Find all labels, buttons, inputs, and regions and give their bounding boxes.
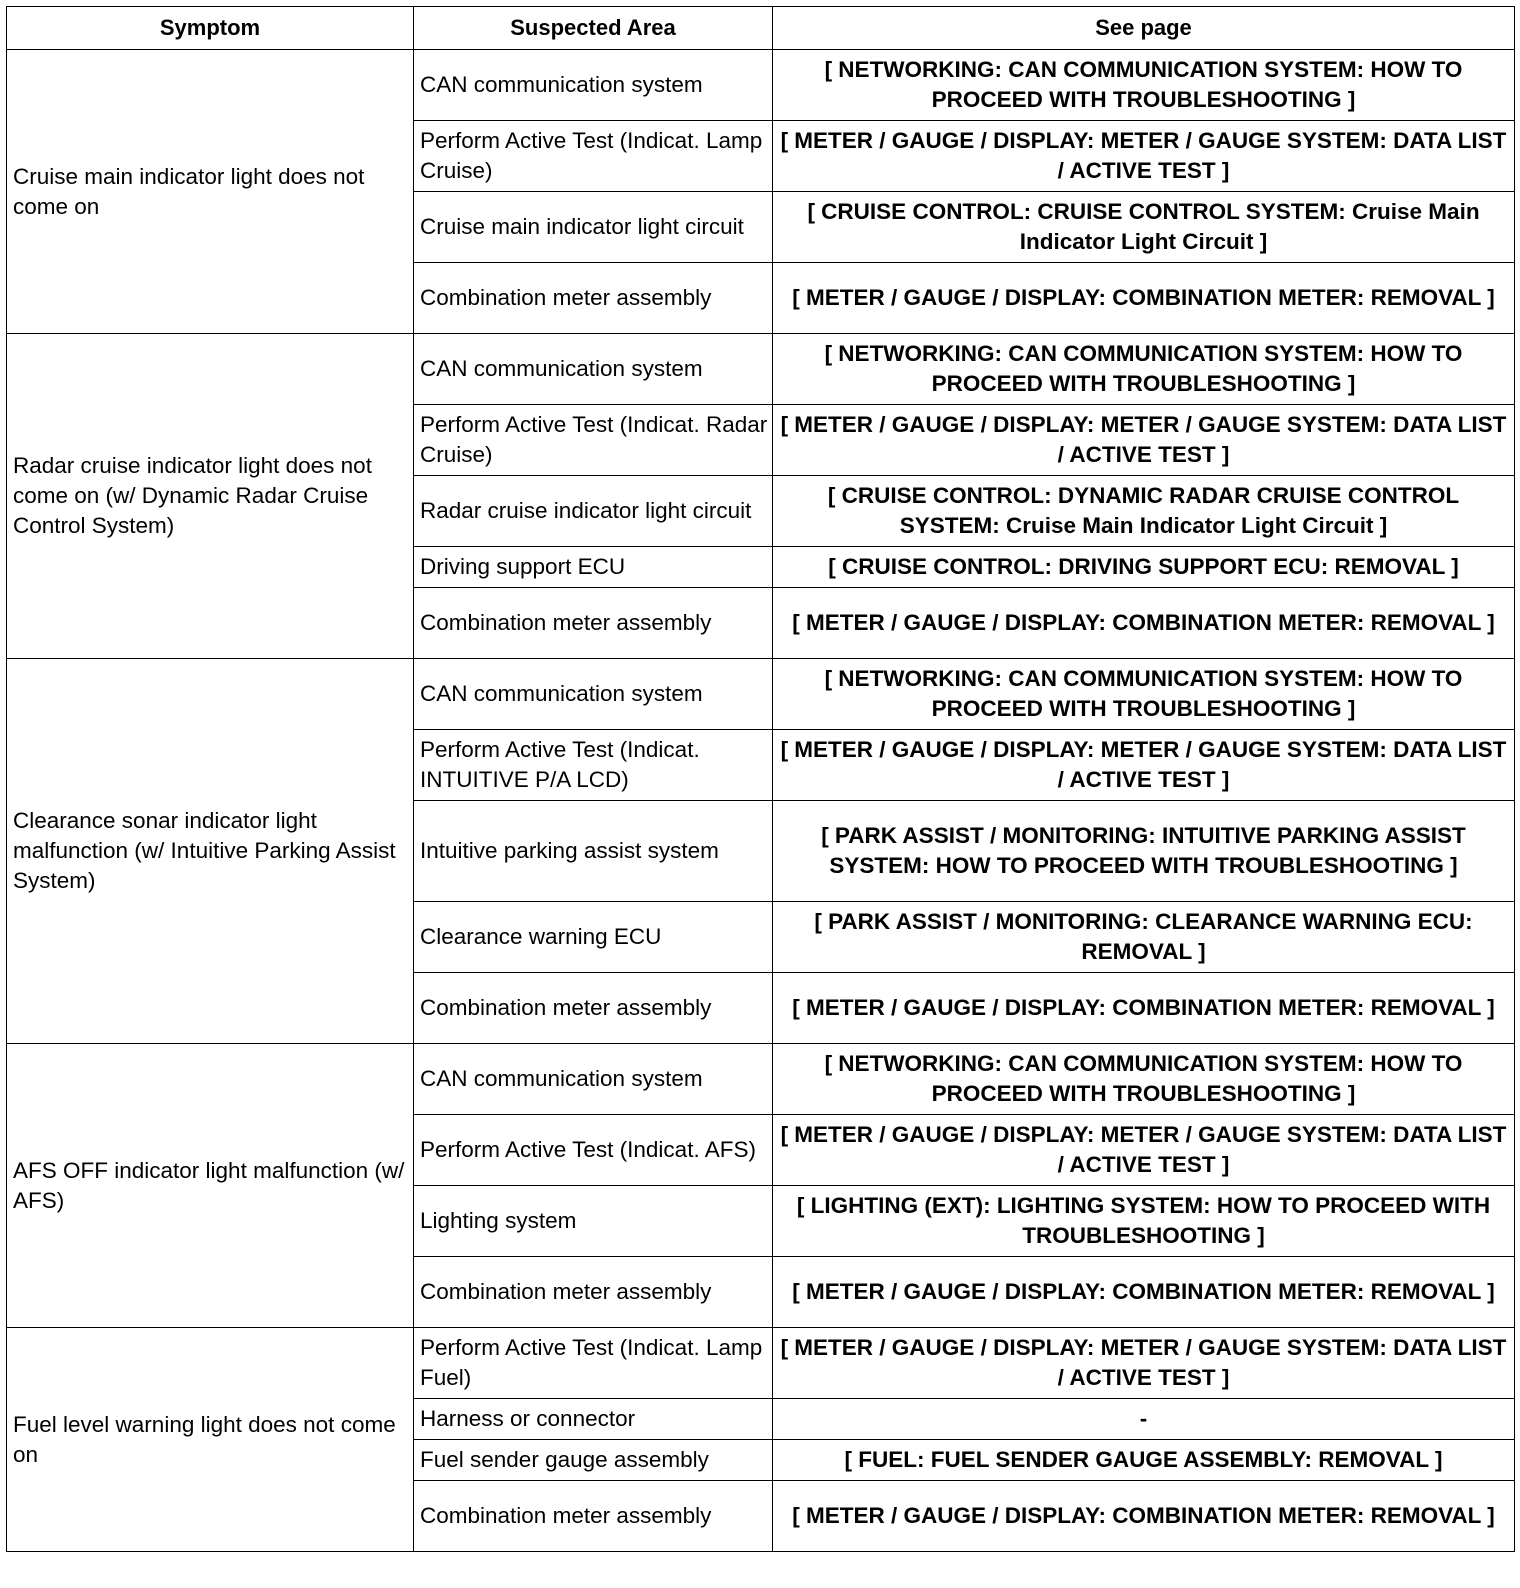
see-page-link[interactable]: [ METER / GAUGE / DISPLAY: COMBINATION METER: REMOVAL ] [773, 588, 1515, 659]
suspected-area-cell: Radar cruise indicator light circuit [414, 476, 773, 547]
see-page-link[interactable]: [ METER / GAUGE / DISPLAY: METER / GAUGE SYSTEM: DATA LIST / ACTIVE TEST ] [773, 405, 1515, 476]
header-suspected-area: Suspected Area [414, 7, 773, 50]
suspected-area-cell: Cruise main indicator light circuit [414, 192, 773, 263]
suspected-area-cell: Lighting system [414, 1186, 773, 1257]
see-page-link[interactable]: [ NETWORKING: CAN COMMUNICATION SYSTEM: HOW TO PROCEED WITH TROUBLESHOOTING ] [773, 659, 1515, 730]
troubleshooting-table [6, 6, 1515, 1552]
see-page-link[interactable]: [ METER / GAUGE / DISPLAY: METER / GAUGE SYSTEM: DATA LIST / ACTIVE TEST ] [773, 1115, 1515, 1186]
table-header-row [7, 7, 1515, 50]
see-page-link[interactable]: [ FUEL: FUEL SENDER GAUGE ASSEMBLY: REMOVAL ] [773, 1440, 1515, 1481]
table-row [7, 1044, 1515, 1115]
see-page-link[interactable]: [ CRUISE CONTROL: CRUISE CONTROL SYSTEM: Cruise Main Indicator Light Circuit ] [773, 192, 1515, 263]
see-page-link[interactable]: [ PARK ASSIST / MONITORING: INTUITIVE PARKING ASSIST SYSTEM: HOW TO PROCEED WITH TROUBLESHOOTING ] [773, 801, 1515, 902]
troubleshooting-table-container [6, 6, 1514, 1552]
suspected-area-cell: Combination meter assembly [414, 263, 773, 334]
see-page-link[interactable]: [ NETWORKING: CAN COMMUNICATION SYSTEM: HOW TO PROCEED WITH TROUBLESHOOTING ] [773, 1044, 1515, 1115]
table-row [7, 50, 1515, 121]
header-symptom: Symptom [7, 7, 414, 50]
suspected-area-cell: Perform Active Test (Indicat. AFS) [414, 1115, 773, 1186]
table-row [7, 1328, 1515, 1399]
suspected-area-cell: Fuel sender gauge assembly [414, 1440, 773, 1481]
suspected-area-cell: Harness or connector [414, 1399, 773, 1440]
see-page-link[interactable]: [ METER / GAUGE / DISPLAY: COMBINATION METER: REMOVAL ] [773, 1481, 1515, 1552]
see-page-link[interactable]: [ CRUISE CONTROL: DYNAMIC RADAR CRUISE CONTROL SYSTEM: Cruise Main Indicator Light Circuit ] [773, 476, 1515, 547]
suspected-area-cell: CAN communication system [414, 50, 773, 121]
see-page-link[interactable]: [ CRUISE CONTROL: DRIVING SUPPORT ECU: REMOVAL ] [773, 547, 1515, 588]
suspected-area-cell: Combination meter assembly [414, 1257, 773, 1328]
suspected-area-cell: Combination meter assembly [414, 588, 773, 659]
suspected-area-cell: CAN communication system [414, 1044, 773, 1115]
symptom-cell: Fuel level warning light does not come on [7, 1328, 414, 1552]
suspected-area-cell: CAN communication system [414, 334, 773, 405]
table-row [7, 659, 1515, 730]
suspected-area-cell: CAN communication system [414, 659, 773, 730]
suspected-area-cell: Perform Active Test (Indicat. Lamp Fuel) [414, 1328, 773, 1399]
table-row [7, 334, 1515, 405]
symptom-cell: Radar cruise indicator light does not come on (w/ Dynamic Radar Cruise Control System) [7, 334, 414, 659]
suspected-area-cell: Perform Active Test (Indicat. Radar Cruise) [414, 405, 773, 476]
symptom-cell: Clearance sonar indicator light malfunction (w/ Intuitive Parking Assist System) [7, 659, 414, 1044]
suspected-area-cell: Combination meter assembly [414, 1481, 773, 1552]
see-page-link[interactable]: [ METER / GAUGE / DISPLAY: METER / GAUGE SYSTEM: DATA LIST / ACTIVE TEST ] [773, 1328, 1515, 1399]
see-page-cell: - [773, 1399, 1515, 1440]
see-page-link[interactable]: [ METER / GAUGE / DISPLAY: METER / GAUGE SYSTEM: DATA LIST / ACTIVE TEST ] [773, 121, 1515, 192]
see-page-link[interactable]: [ METER / GAUGE / DISPLAY: COMBINATION METER: REMOVAL ] [773, 973, 1515, 1044]
symptom-cell: AFS OFF indicator light malfunction (w/ AFS) [7, 1044, 414, 1328]
see-page-link[interactable]: [ METER / GAUGE / DISPLAY: METER / GAUGE SYSTEM: DATA LIST / ACTIVE TEST ] [773, 730, 1515, 801]
suspected-area-cell: Perform Active Test (Indicat. INTUITIVE P/A LCD) [414, 730, 773, 801]
see-page-link[interactable]: [ PARK ASSIST / MONITORING: CLEARANCE WARNING ECU: REMOVAL ] [773, 902, 1515, 973]
see-page-link[interactable]: [ METER / GAUGE / DISPLAY: COMBINATION METER: REMOVAL ] [773, 1257, 1515, 1328]
see-page-link[interactable]: [ NETWORKING: CAN COMMUNICATION SYSTEM: HOW TO PROCEED WITH TROUBLESHOOTING ] [773, 334, 1515, 405]
suspected-area-cell: Driving support ECU [414, 547, 773, 588]
suspected-area-cell: Perform Active Test (Indicat. Lamp Cruise) [414, 121, 773, 192]
see-page-link[interactable]: [ METER / GAUGE / DISPLAY: COMBINATION METER: REMOVAL ] [773, 263, 1515, 334]
see-page-link[interactable]: [ LIGHTING (EXT): LIGHTING SYSTEM: HOW TO PROCEED WITH TROUBLESHOOTING ] [773, 1186, 1515, 1257]
suspected-area-cell: Clearance warning ECU [414, 902, 773, 973]
header-see-page: See page [773, 7, 1515, 50]
suspected-area-cell: Combination meter assembly [414, 973, 773, 1044]
see-page-link[interactable]: [ NETWORKING: CAN COMMUNICATION SYSTEM: HOW TO PROCEED WITH TROUBLESHOOTING ] [773, 50, 1515, 121]
suspected-area-cell: Intuitive parking assist system [414, 801, 773, 902]
symptom-cell: Cruise main indicator light does not come on [7, 50, 414, 334]
